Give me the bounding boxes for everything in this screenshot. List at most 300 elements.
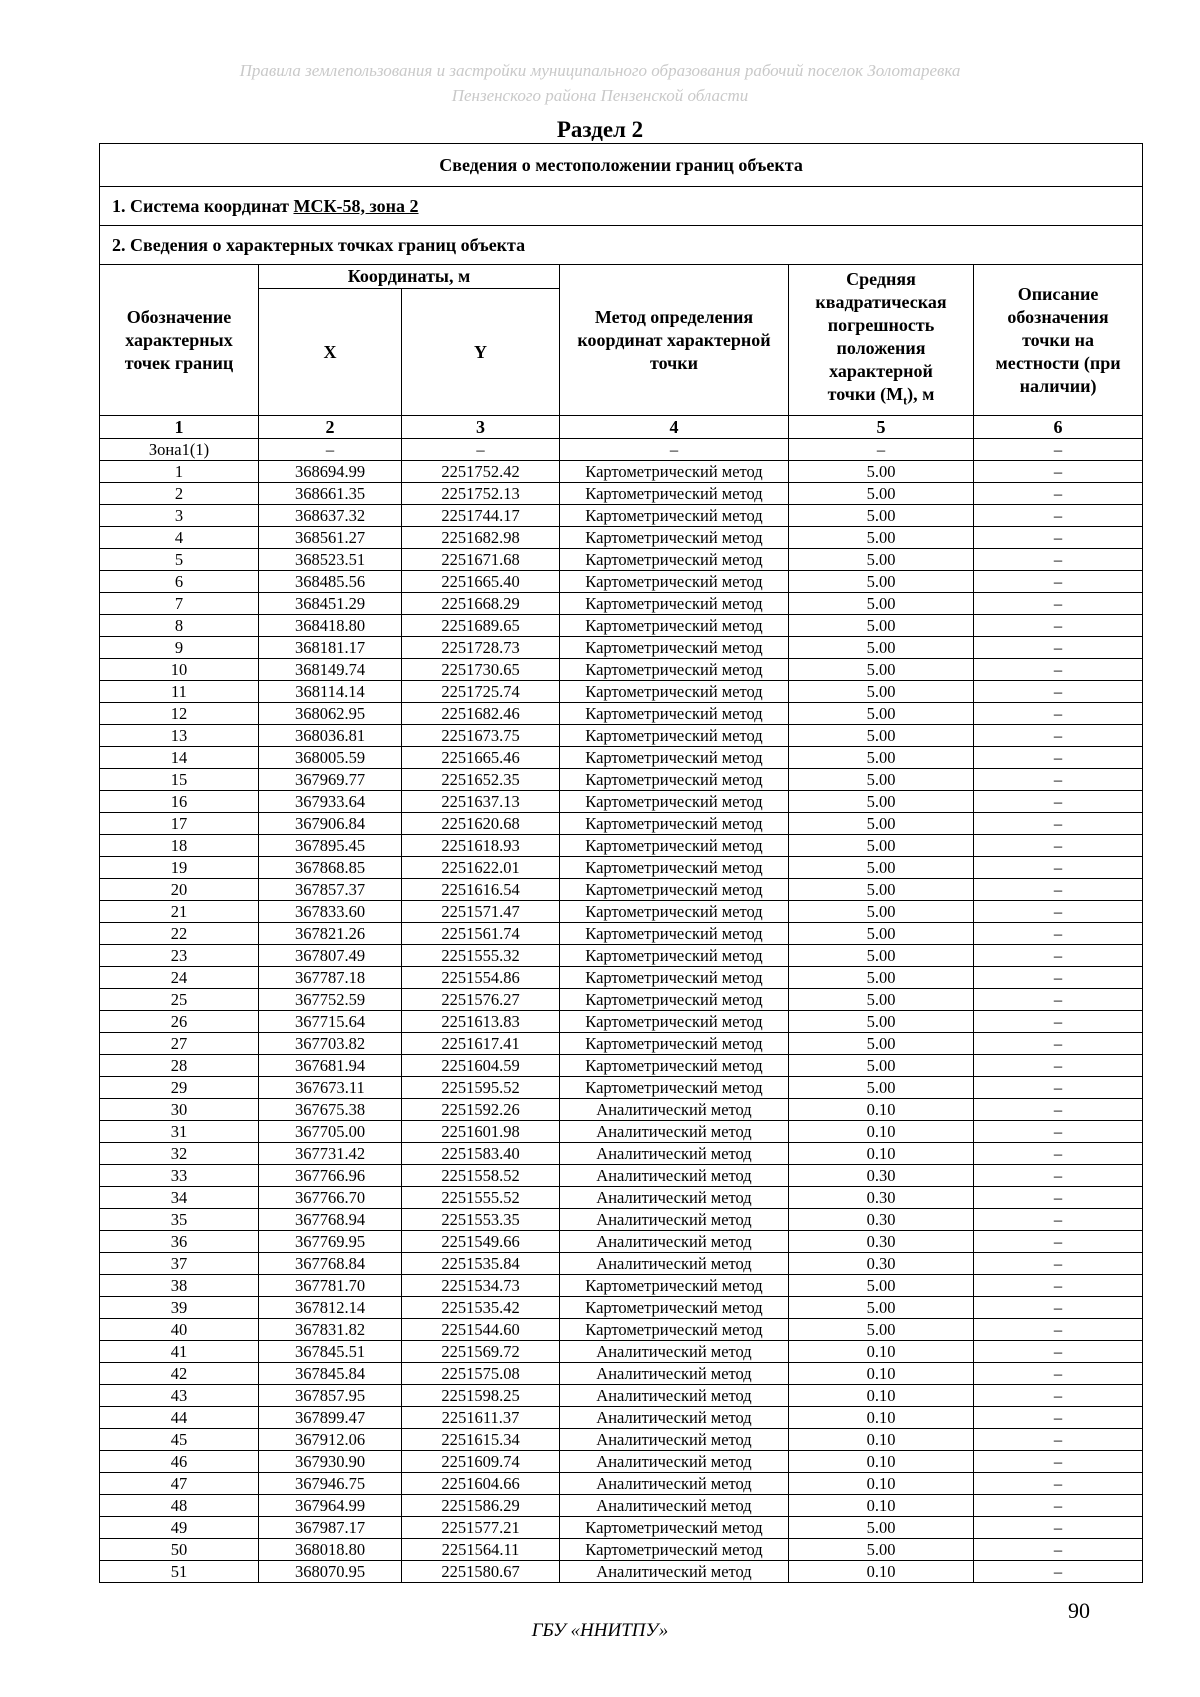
description-cell: – (974, 1275, 1143, 1297)
y-coordinate-cell: 2251595.52 (402, 1077, 560, 1099)
method-cell: Картометрический метод (560, 923, 789, 945)
running-header-line2: Пензенского района Пензенской области (451, 86, 749, 105)
accuracy-cell: 5.00 (789, 879, 974, 901)
x-coordinate-cell: 367821.26 (259, 923, 402, 945)
point-id-cell: 15 (100, 769, 259, 791)
description-cell: – (974, 659, 1143, 681)
accuracy-cell: 0.10 (789, 1341, 974, 1363)
table-row (100, 527, 1143, 549)
point-id-cell: 39 (100, 1297, 259, 1319)
column-number: 5 (789, 416, 974, 439)
description-cell: – (974, 703, 1143, 725)
method-cell: Картометрический метод (560, 615, 789, 637)
table-row (100, 901, 1143, 923)
description-cell: – (974, 1033, 1143, 1055)
y-coordinate-cell: 2251752.42 (402, 461, 560, 483)
description-cell: – (974, 1099, 1143, 1121)
accuracy-cell: 5.00 (789, 637, 974, 659)
accuracy-cell: 5.00 (789, 483, 974, 505)
description-cell: – (974, 725, 1143, 747)
accuracy-cell: – (789, 439, 974, 461)
method-cell: Аналитический метод (560, 1121, 789, 1143)
point-id-cell: 24 (100, 967, 259, 989)
y-coordinate-cell: 2251564.11 (402, 1539, 560, 1561)
point-id-cell: 17 (100, 813, 259, 835)
point-id-cell: 44 (100, 1407, 259, 1429)
accuracy-cell: 0.10 (789, 1451, 974, 1473)
x-coordinate-cell: – (259, 439, 402, 461)
point-id-cell: 41 (100, 1341, 259, 1363)
header-method: Метод определения координат характерной точки (560, 265, 789, 416)
table-row (100, 1209, 1143, 1231)
table-row (100, 1319, 1143, 1341)
accuracy-cell: 0.10 (789, 1429, 974, 1451)
table-row (100, 1165, 1143, 1187)
x-coordinate-cell: 367906.84 (259, 813, 402, 835)
description-cell: – (974, 1209, 1143, 1231)
table-row (100, 1407, 1143, 1429)
point-id-cell: 45 (100, 1429, 259, 1451)
table-row (100, 1143, 1143, 1165)
description-cell: – (974, 571, 1143, 593)
header-accuracy (789, 265, 974, 416)
column-number: 3 (402, 416, 560, 439)
point-id-cell: 12 (100, 703, 259, 725)
description-cell: – (974, 1363, 1143, 1385)
description-cell: – (974, 1297, 1143, 1319)
table-row (100, 1275, 1143, 1297)
accuracy-cell: 5.00 (789, 461, 974, 483)
accuracy-cell: 5.00 (789, 747, 974, 769)
table-row (100, 1297, 1143, 1319)
y-coordinate-cell: 2251555.32 (402, 945, 560, 967)
point-id-cell: 33 (100, 1165, 259, 1187)
y-coordinate-cell: 2251730.65 (402, 659, 560, 681)
point-id-cell: Зона1(1) (100, 439, 259, 461)
accuracy-cell: 5.00 (789, 1077, 974, 1099)
point-id-cell: 40 (100, 1319, 259, 1341)
table-row (100, 1121, 1143, 1143)
coordinate-system-prefix: 1. Система координат (112, 195, 294, 216)
x-coordinate-cell: 367895.45 (259, 835, 402, 857)
y-coordinate-cell: 2251615.34 (402, 1429, 560, 1451)
x-coordinate-cell: 367781.70 (259, 1275, 402, 1297)
x-coordinate-cell: 367857.95 (259, 1385, 402, 1407)
table-row (100, 813, 1143, 835)
table-row (100, 1495, 1143, 1517)
method-cell: Картометрический метод (560, 1077, 789, 1099)
accuracy-cell: 5.00 (789, 813, 974, 835)
table-row (100, 967, 1143, 989)
method-cell: Картометрический метод (560, 1517, 789, 1539)
description-cell: – (974, 1429, 1143, 1451)
footer-organization: ГБУ «ННИТПУ» (531, 1620, 669, 1641)
method-cell: Аналитический метод (560, 1341, 789, 1363)
x-coordinate-cell: 367766.96 (259, 1165, 402, 1187)
accuracy-cell: 0.10 (789, 1407, 974, 1429)
accuracy-cell: 0.10 (789, 1143, 974, 1165)
y-coordinate-cell: 2251613.83 (402, 1011, 560, 1033)
y-coordinate-cell: 2251553.35 (402, 1209, 560, 1231)
accuracy-cell: 5.00 (789, 1539, 974, 1561)
point-id-cell: 2 (100, 483, 259, 505)
y-coordinate-cell: 2251535.42 (402, 1297, 560, 1319)
table-row (100, 659, 1143, 681)
x-coordinate-cell: 367769.95 (259, 1231, 402, 1253)
method-cell: Картометрический метод (560, 1539, 789, 1561)
point-id-cell: 18 (100, 835, 259, 857)
y-coordinate-cell: 2251598.25 (402, 1385, 560, 1407)
point-id-cell: 51 (100, 1561, 259, 1583)
y-coordinate-cell: 2251569.72 (402, 1341, 560, 1363)
description-cell: – (974, 1319, 1143, 1341)
accuracy-cell: 5.00 (789, 681, 974, 703)
header-x: X (259, 289, 402, 416)
y-coordinate-cell: 2251673.75 (402, 725, 560, 747)
description-cell: – (974, 593, 1143, 615)
point-id-cell: 38 (100, 1275, 259, 1297)
description-cell: – (974, 527, 1143, 549)
accuracy-cell: 0.30 (789, 1253, 974, 1275)
y-coordinate-cell: 2251601.98 (402, 1121, 560, 1143)
point-id-cell: 3 (100, 505, 259, 527)
accuracy-cell: 5.00 (789, 901, 974, 923)
method-cell: – (560, 439, 789, 461)
point-id-cell: 5 (100, 549, 259, 571)
y-coordinate-cell: 2251725.74 (402, 681, 560, 703)
point-id-cell: 10 (100, 659, 259, 681)
table-row (100, 1011, 1143, 1033)
method-cell: Аналитический метод (560, 1165, 789, 1187)
method-cell: Аналитический метод (560, 1253, 789, 1275)
description-cell: – (974, 835, 1143, 857)
point-id-cell: 28 (100, 1055, 259, 1077)
description-cell: – (974, 1451, 1143, 1473)
y-coordinate-cell: 2251682.98 (402, 527, 560, 549)
method-cell: Картометрический метод (560, 967, 789, 989)
method-cell: Аналитический метод (560, 1451, 789, 1473)
x-coordinate-cell: 367933.64 (259, 791, 402, 813)
point-id-cell: 9 (100, 637, 259, 659)
page-number: 90 (1068, 1598, 1090, 1623)
y-coordinate-cell: 2251577.21 (402, 1517, 560, 1539)
y-coordinate-cell: 2251637.13 (402, 791, 560, 813)
method-cell: Аналитический метод (560, 1363, 789, 1385)
table-row (100, 1055, 1143, 1077)
description-cell: – (974, 989, 1143, 1011)
x-coordinate-cell: 367807.49 (259, 945, 402, 967)
description-cell: – (974, 1495, 1143, 1517)
running-header-line1: Правила землепользования и застройки муниципального образования рабочий поселок Золотаревка (239, 61, 961, 80)
x-coordinate-cell: 367964.99 (259, 1495, 402, 1517)
x-coordinate-cell: 367812.14 (259, 1297, 402, 1319)
table-row (100, 1253, 1143, 1275)
table-row (100, 615, 1143, 637)
y-coordinate-cell: 2251561.74 (402, 923, 560, 945)
description-cell: – (974, 681, 1143, 703)
accuracy-cell: 5.00 (789, 1319, 974, 1341)
x-coordinate-cell: 367768.94 (259, 1209, 402, 1231)
description-cell: – (974, 747, 1143, 769)
point-id-cell: 4 (100, 527, 259, 549)
table-row (100, 571, 1143, 593)
accuracy-cell: 5.00 (789, 549, 974, 571)
point-id-cell: 37 (100, 1253, 259, 1275)
accuracy-cell: 5.00 (789, 1297, 974, 1319)
x-coordinate-cell: 368661.35 (259, 483, 402, 505)
y-coordinate-cell: 2251549.66 (402, 1231, 560, 1253)
accuracy-cell: 5.00 (789, 967, 974, 989)
table-row (100, 989, 1143, 1011)
table-row (100, 879, 1143, 901)
x-coordinate-cell: 367681.94 (259, 1055, 402, 1077)
description-cell: – (974, 813, 1143, 835)
table-caption: Сведения о местоположении границ объекта (100, 144, 1143, 187)
point-id-cell: 20 (100, 879, 259, 901)
accuracy-cell: 5.00 (789, 835, 974, 857)
method-cell: Аналитический метод (560, 1495, 789, 1517)
description-cell: – (974, 1517, 1143, 1539)
point-id-cell: 29 (100, 1077, 259, 1099)
point-id-cell: 7 (100, 593, 259, 615)
method-cell: Картометрический метод (560, 1275, 789, 1297)
point-id-cell: 26 (100, 1011, 259, 1033)
method-cell: Картометрический метод (560, 879, 789, 901)
y-coordinate-cell: 2251668.29 (402, 593, 560, 615)
description-cell: – (974, 1231, 1143, 1253)
point-id-cell: 1 (100, 461, 259, 483)
accuracy-cell: 0.10 (789, 1495, 974, 1517)
x-coordinate-cell: 367703.82 (259, 1033, 402, 1055)
method-cell: Аналитический метод (560, 1231, 789, 1253)
point-id-cell: 14 (100, 747, 259, 769)
coordinate-system (100, 187, 1143, 226)
table-row (100, 1451, 1143, 1473)
y-coordinate-cell: 2251576.27 (402, 989, 560, 1011)
point-id-cell: 46 (100, 1451, 259, 1473)
table-row (100, 1341, 1143, 1363)
accuracy-cell: 5.00 (789, 1011, 974, 1033)
table-row (100, 791, 1143, 813)
x-coordinate-cell: 367845.51 (259, 1341, 402, 1363)
accuracy-cell: 5.00 (789, 593, 974, 615)
y-coordinate-cell: 2251616.54 (402, 879, 560, 901)
table-row (100, 593, 1143, 615)
accuracy-cell: 5.00 (789, 857, 974, 879)
point-id-cell: 43 (100, 1385, 259, 1407)
table-row (100, 923, 1143, 945)
description-cell: – (974, 1011, 1143, 1033)
accuracy-cell: 0.30 (789, 1165, 974, 1187)
x-coordinate-cell: 368070.95 (259, 1561, 402, 1583)
accuracy-cell: 5.00 (789, 923, 974, 945)
x-coordinate-cell: 368523.51 (259, 549, 402, 571)
table-row (100, 725, 1143, 747)
table-row (100, 1187, 1143, 1209)
x-coordinate-cell: 367675.38 (259, 1099, 402, 1121)
method-cell: Картометрический метод (560, 1055, 789, 1077)
table-row (100, 439, 1143, 461)
method-cell: Картометрический метод (560, 769, 789, 791)
table-row (100, 1539, 1143, 1561)
method-cell: Картометрический метод (560, 549, 789, 571)
accuracy-cell: 5.00 (789, 703, 974, 725)
method-cell: Аналитический метод (560, 1099, 789, 1121)
description-cell: – (974, 791, 1143, 813)
x-coordinate-cell: 367768.84 (259, 1253, 402, 1275)
accuracy-cell: 5.00 (789, 725, 974, 747)
x-coordinate-cell: 368485.56 (259, 571, 402, 593)
y-coordinate-cell: 2251535.84 (402, 1253, 560, 1275)
accuracy-cell: 0.30 (789, 1231, 974, 1253)
x-coordinate-cell: 368451.29 (259, 593, 402, 615)
description-cell: – (974, 637, 1143, 659)
description-cell: – (974, 1055, 1143, 1077)
y-coordinate-cell: 2251580.67 (402, 1561, 560, 1583)
description-cell: – (974, 505, 1143, 527)
y-coordinate-cell: 2251554.86 (402, 967, 560, 989)
point-id-cell: 23 (100, 945, 259, 967)
x-coordinate-cell: 367715.64 (259, 1011, 402, 1033)
table-row (100, 1385, 1143, 1407)
x-coordinate-cell: 368005.59 (259, 747, 402, 769)
point-id-cell: 27 (100, 1033, 259, 1055)
method-cell: Картометрический метод (560, 681, 789, 703)
point-id-cell: 50 (100, 1539, 259, 1561)
x-coordinate-cell: 367868.85 (259, 857, 402, 879)
table-row (100, 835, 1143, 857)
table-row (100, 1033, 1143, 1055)
method-cell: Картометрический метод (560, 461, 789, 483)
column-numbers-row (100, 416, 1143, 439)
point-id-cell: 21 (100, 901, 259, 923)
x-coordinate-cell: 368181.17 (259, 637, 402, 659)
method-cell: Картометрический метод (560, 945, 789, 967)
accuracy-cell: 0.10 (789, 1121, 974, 1143)
table-row (100, 549, 1143, 571)
x-coordinate-cell: 367912.06 (259, 1429, 402, 1451)
table-row (100, 703, 1143, 725)
x-coordinate-cell: 367899.47 (259, 1407, 402, 1429)
accuracy-cell: 5.00 (789, 505, 974, 527)
accuracy-cell: 5.00 (789, 1275, 974, 1297)
accuracy-cell: 0.10 (789, 1473, 974, 1495)
point-id-cell: 49 (100, 1517, 259, 1539)
point-id-cell: 35 (100, 1209, 259, 1231)
y-coordinate-cell: 2251544.60 (402, 1319, 560, 1341)
y-coordinate-cell: 2251665.40 (402, 571, 560, 593)
y-coordinate-cell: 2251671.68 (402, 549, 560, 571)
accuracy-cell: 0.10 (789, 1099, 974, 1121)
x-coordinate-cell: 368149.74 (259, 659, 402, 681)
description-cell: – (974, 1341, 1143, 1363)
description-cell: – (974, 461, 1143, 483)
point-id-cell: 47 (100, 1473, 259, 1495)
method-cell: Картометрический метод (560, 1319, 789, 1341)
point-id-cell: 48 (100, 1495, 259, 1517)
point-id-cell: 32 (100, 1143, 259, 1165)
table-row (100, 483, 1143, 505)
boundary-points-table (99, 143, 1143, 1583)
y-coordinate-cell: – (402, 439, 560, 461)
description-cell: – (974, 945, 1143, 967)
accuracy-cell: 5.00 (789, 527, 974, 549)
y-coordinate-cell: 2251604.59 (402, 1055, 560, 1077)
method-cell: Картометрический метод (560, 747, 789, 769)
description-cell: – (974, 549, 1143, 571)
point-id-cell: 13 (100, 725, 259, 747)
method-cell: Картометрический метод (560, 505, 789, 527)
x-coordinate-cell: 367766.70 (259, 1187, 402, 1209)
y-coordinate-cell: 2251611.37 (402, 1407, 560, 1429)
point-id-cell: 11 (100, 681, 259, 703)
description-cell: – (974, 1385, 1143, 1407)
description-cell: – (974, 1143, 1143, 1165)
description-cell: – (974, 857, 1143, 879)
method-cell: Картометрический метод (560, 725, 789, 747)
method-cell: Картометрический метод (560, 703, 789, 725)
table-row (100, 1363, 1143, 1385)
point-id-cell: 16 (100, 791, 259, 813)
table-row (100, 747, 1143, 769)
method-cell: Картометрический метод (560, 1297, 789, 1319)
y-coordinate-cell: 2251586.29 (402, 1495, 560, 1517)
x-coordinate-cell: 367752.59 (259, 989, 402, 1011)
method-cell: Картометрический метод (560, 527, 789, 549)
accuracy-cell: 0.30 (789, 1187, 974, 1209)
table-row (100, 1099, 1143, 1121)
point-id-cell: 22 (100, 923, 259, 945)
description-cell: – (974, 1473, 1143, 1495)
y-coordinate-cell: 2251575.08 (402, 1363, 560, 1385)
method-cell: Картометрический метод (560, 857, 789, 879)
table-row (100, 1473, 1143, 1495)
accuracy-cell: 5.00 (789, 659, 974, 681)
table-row (100, 1077, 1143, 1099)
point-id-cell: 31 (100, 1121, 259, 1143)
y-coordinate-cell: 2251682.46 (402, 703, 560, 725)
y-coordinate-cell: 2251652.35 (402, 769, 560, 791)
description-cell: – (974, 1561, 1143, 1583)
method-cell: Аналитический метод (560, 1143, 789, 1165)
description-cell: – (974, 1539, 1143, 1561)
accuracy-cell: 5.00 (789, 615, 974, 637)
x-coordinate-cell: 367787.18 (259, 967, 402, 989)
point-id-cell: 6 (100, 571, 259, 593)
method-cell: Картометрический метод (560, 659, 789, 681)
header-y: Y (402, 289, 560, 416)
method-cell: Аналитический метод (560, 1561, 789, 1583)
column-number: 6 (974, 416, 1143, 439)
accuracy-cell: 5.00 (789, 989, 974, 1011)
section-title: Раздел 2 (556, 117, 644, 142)
table-row (100, 1429, 1143, 1451)
table-row (100, 1561, 1143, 1583)
method-cell: Картометрический метод (560, 593, 789, 615)
accuracy-cell: 5.00 (789, 791, 974, 813)
description-cell: – (974, 483, 1143, 505)
points-caption: 2. Сведения о характерных точках границ объекта (100, 226, 1143, 265)
y-coordinate-cell: 2251571.47 (402, 901, 560, 923)
x-coordinate-cell: 368694.99 (259, 461, 402, 483)
y-coordinate-cell: 2251534.73 (402, 1275, 560, 1297)
y-coordinate-cell: 2251555.52 (402, 1187, 560, 1209)
method-cell: Картометрический метод (560, 637, 789, 659)
y-coordinate-cell: 2251604.66 (402, 1473, 560, 1495)
y-coordinate-cell: 2251558.52 (402, 1165, 560, 1187)
x-coordinate-cell: 367831.82 (259, 1319, 402, 1341)
description-cell: – (974, 1407, 1143, 1429)
